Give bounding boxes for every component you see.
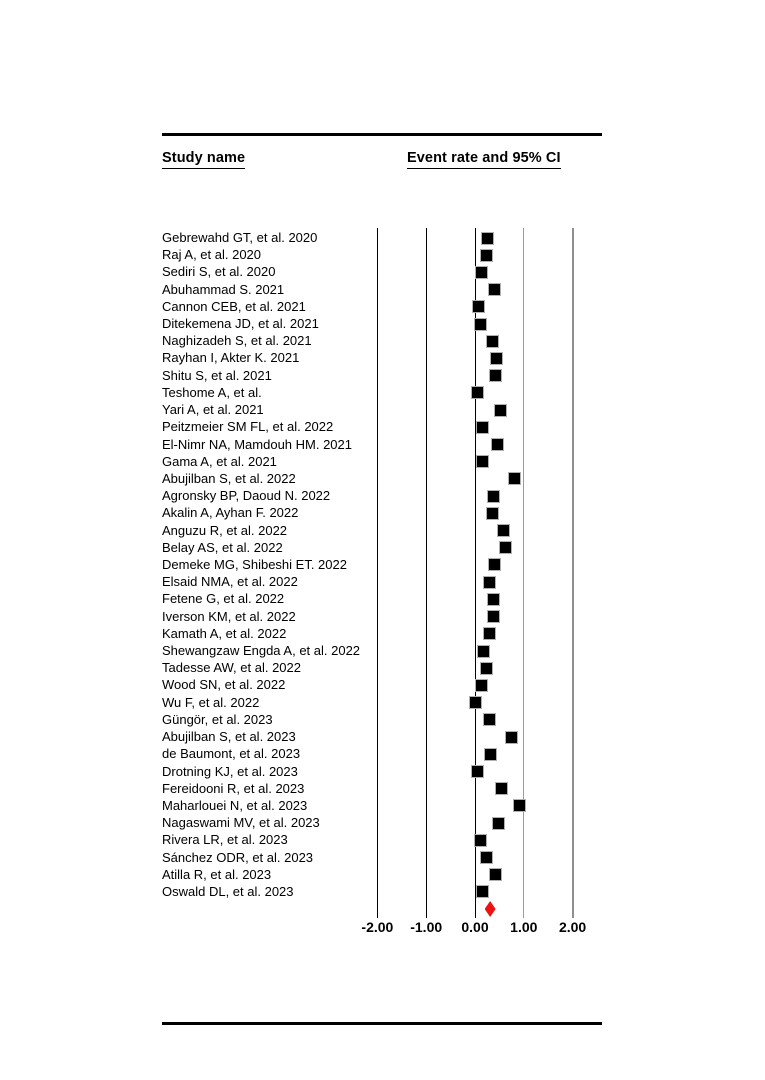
estimate-square [476,885,489,898]
estimate-square [486,335,499,348]
study-label: Güngör, et al. 2023 [162,711,273,727]
estimate-square [476,421,489,434]
x-tick-label: -2.00 [361,919,394,935]
estimate-square [475,679,488,692]
study-label: Demeke MG, Shibeshi ET. 2022 [162,556,347,572]
estimate-square [505,731,518,744]
study-label: Drotning KJ, et al. 2023 [162,763,298,779]
estimate-square [490,352,503,365]
top-rule [162,133,602,136]
gridline--2.00 [377,228,378,918]
estimate-square [513,799,526,812]
estimate-square [487,610,500,623]
estimate-square [483,576,496,589]
study-label: Rayhan I, Akter K. 2021 [162,350,300,366]
study-label: Naghizadeh S, et al. 2021 [162,333,312,349]
x-tick-label: -1.00 [410,919,443,935]
study-label: Nagaswami MV, et al. 2023 [162,815,320,831]
study-label: Teshome A, et al. [162,384,262,400]
study-label: El-Nimr NA, Mamdouh HM. 2021 [162,436,352,452]
study-label: Abuhammad S. 2021 [162,281,285,297]
estimate-square [487,593,500,606]
study-label: Abujilban S, et al. 2023 [162,729,296,745]
study-label: Abujilban S, et al. 2022 [162,470,296,486]
study-label: Raj A, et al. 2020 [162,247,262,263]
study-label: Sánchez ODR, et al. 2023 [162,849,314,865]
estimate-square [491,438,504,451]
estimate-square [474,318,487,331]
study-label: Shitu S, et al. 2021 [162,367,272,383]
estimate-square [476,455,489,468]
study-label: Iverson KM, et al. 2022 [162,608,296,624]
study-label: Wood SN, et al. 2022 [162,677,286,693]
estimate-square [488,283,501,296]
estimate-square [480,249,493,262]
estimate-square [484,748,497,761]
x-tick-label: 0.00 [461,919,489,935]
estimate-square [488,558,501,571]
estimate-square [497,524,510,537]
pooled-estimate-diamond [485,901,496,917]
study-label: de Baumont, et al. 2023 [162,746,301,762]
estimate-square [483,627,496,640]
study-label: Gama A, et al. 2021 [162,453,277,469]
study-label: Elsaid NMA, et al. 2022 [162,574,298,590]
gridline-2.00 [572,228,574,918]
study-label: Sediri S, et al. 2020 [162,264,276,280]
study-label: Kamath A, et al. 2022 [162,625,287,641]
study-label: Yari A, et al. 2021 [162,402,264,418]
study-label: Peitzmeier SM FL, et al. 2022 [162,419,334,435]
study-label: Akalin A, Ayhan F. 2022 [162,505,299,521]
gridline--1.00 [426,228,427,918]
estimate-square [486,507,499,520]
study-label: Agronsky BP, Daoud N. 2022 [162,488,331,504]
study-label: Fereidooni R, et al. 2023 [162,780,305,796]
estimate-square [495,782,508,795]
study-label: Ditekemena JD, et al. 2021 [162,316,319,332]
x-tick-label: 1.00 [510,919,538,935]
event-rate-column-header: Event rate and 95% CI [407,150,561,169]
estimate-square [481,232,494,245]
study-label: Cannon CEB, et al. 2021 [162,298,306,314]
bottom-rule [162,1022,602,1025]
estimate-square [494,404,507,417]
estimate-square [508,472,521,485]
estimate-square [471,386,484,399]
study-label: Shewangzaw Engda A, et al. 2022 [162,643,361,659]
study-name-column-header: Study name [162,150,245,169]
study-label: Fetene G, et al. 2022 [162,591,285,607]
x-tick-label: 2.00 [558,919,587,935]
estimate-square [499,541,512,554]
gridline-1.00 [523,228,524,918]
study-label: Maharlouei N, et al. 2023 [162,797,308,813]
estimate-square [489,369,502,382]
estimate-square [475,266,488,279]
study-label: Atilla R, et al. 2023 [162,866,272,882]
estimate-square [474,834,487,847]
estimate-square [472,300,485,313]
study-label: Rivera LR, et al. 2023 [162,832,288,848]
study-label: Gebrewahd GT, et al. 2020 [162,230,318,245]
estimate-square [489,868,502,881]
estimate-square [492,817,505,830]
estimate-square [469,696,482,709]
study-label: Tadesse AW, et al. 2022 [162,660,301,676]
gridline-0.00 [475,228,476,918]
estimate-square [471,765,484,778]
estimate-square [477,645,490,658]
study-label: Wu F, et al. 2022 [162,694,260,710]
estimate-square [480,662,493,675]
study-label: Oswald DL, et al. 2023 [162,883,294,899]
estimate-square [480,851,493,864]
estimate-square [483,713,496,726]
estimate-square [487,490,500,503]
study-label: Belay AS, et al. 2022 [162,539,283,555]
study-label: Anguzu R, et al. 2022 [162,522,288,538]
